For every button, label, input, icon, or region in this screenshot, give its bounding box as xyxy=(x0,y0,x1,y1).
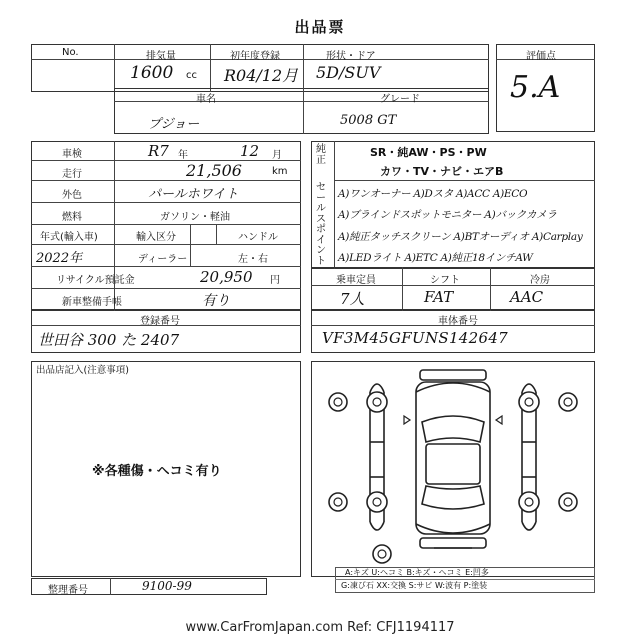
car-rear xyxy=(416,524,490,533)
handle-value: 左・右 xyxy=(238,254,268,265)
ac-value: AAC xyxy=(510,288,544,306)
vehicle-name-label: 車名 xyxy=(196,94,216,105)
grade-label: グレード xyxy=(380,94,420,105)
sales-point-3: A)純正タッチスクリーン A)BTオーディオ A)Carplay xyxy=(338,231,583,243)
inspection-month-unit: 月 xyxy=(272,150,282,161)
vehicle-name-value: プジョー xyxy=(148,117,200,132)
windshield xyxy=(422,416,484,442)
recycle-unit: 円 xyxy=(270,275,280,286)
mileage-label: 走行 xyxy=(62,169,82,180)
tire-spare-3 xyxy=(559,393,577,411)
chassis-value: VF3M45GFUNS142647 xyxy=(322,329,509,347)
fuel-label: 燃料 xyxy=(62,212,82,223)
inspection-year-unit: 年 xyxy=(178,150,188,161)
car-damage-diagram xyxy=(312,362,594,568)
recycle-label: リサイクル預託金 xyxy=(56,275,135,286)
car-front xyxy=(416,383,490,392)
tire-spare-2 xyxy=(329,493,347,511)
displacement-unit: cc xyxy=(186,70,197,81)
score-value: 5.A xyxy=(510,70,561,105)
capacity-label: 乗車定員 xyxy=(336,275,376,286)
sales-point-2: A)ブラインドスポットモニター A)バックカメラ xyxy=(338,209,557,221)
stock-value: 9100-99 xyxy=(142,579,192,593)
rear-bumper xyxy=(420,538,486,548)
sales-point-1: A)ワンオーナー A)Dスタ A)ACC A)ECO xyxy=(338,188,528,200)
plate-label: 登録番号 xyxy=(140,316,180,327)
mileage-value: 21,506 xyxy=(186,161,242,180)
shape-value: 5D/SUV xyxy=(316,63,381,82)
plate-value: 世田谷 300 た 2407 xyxy=(38,331,180,349)
manual-value: 有り xyxy=(202,293,230,309)
wheel-front-left xyxy=(367,392,387,412)
capacity-value: 7人 xyxy=(340,290,365,308)
fuel-value: ガソリン・軽油 xyxy=(160,212,230,223)
features-row-1: SR・純AW・PS・PW xyxy=(370,146,487,159)
recycle-value: 20,950 xyxy=(200,268,253,286)
wheel-rear-right xyxy=(519,492,539,512)
watermark-footer: www.CarFromJapan.com Ref: CFJ1194117 xyxy=(185,620,455,635)
car-body-outline xyxy=(416,382,490,534)
wheel-rear-left xyxy=(367,492,387,512)
year-label: 年式(輸入車) xyxy=(40,232,98,243)
ac-label: 冷房 xyxy=(530,275,550,286)
first-registration-label: 初年度登録 xyxy=(230,51,280,62)
wheel-front-right xyxy=(519,392,539,412)
color-label: 外色 xyxy=(62,190,82,201)
sales-point-4: A)LEDライト A)ETC A)純正18インチAW xyxy=(338,252,533,264)
legend-row-2: G:凍び石 XX:交換 S:サビ W:波有 P:塗装 xyxy=(341,581,488,590)
page-title: 出品票 xyxy=(294,18,346,36)
shift-value: FAT xyxy=(424,288,454,306)
notes-text: ※各種傷・ヘコミ有り xyxy=(92,464,222,479)
score-label: 評価点 xyxy=(526,51,556,62)
mirrors xyxy=(404,416,502,424)
color-value: パールホワイト xyxy=(148,187,239,202)
displacement-label: 排気量 xyxy=(146,51,176,62)
displacement-value: 1600 xyxy=(130,63,174,83)
manual-label: 新車整備手帳 xyxy=(62,297,122,308)
rear-glass xyxy=(422,486,484,509)
first-registration-value: R04/12月 xyxy=(224,66,299,85)
mileage-unit: km xyxy=(272,166,288,177)
stock-label: 整理番号 xyxy=(48,585,88,596)
notes-label: 出品店記入(注意事項) xyxy=(36,365,129,376)
legend-row-1: A:キズ U:ヘコミ B:キズ・ヘコミ E:凹多 xyxy=(345,568,489,577)
tire-spare-4 xyxy=(559,493,577,511)
inspection-month: 12 xyxy=(240,142,260,160)
grade-value: 5008 GT xyxy=(340,113,397,128)
handle-label: ハンドル xyxy=(238,232,278,243)
tire-spare-1 xyxy=(329,393,347,411)
no-label: No. xyxy=(62,47,79,58)
car-roof xyxy=(426,444,480,484)
genuine-side-label: 純正 xyxy=(316,144,326,166)
chassis-label: 車体番号 xyxy=(438,316,478,327)
spare-tire xyxy=(373,545,391,563)
front-bumper xyxy=(420,370,486,380)
shape-label: 形状・ドア xyxy=(326,51,376,62)
inspection-label: 車検 xyxy=(62,149,82,160)
inspection-year: R7 xyxy=(148,142,169,160)
import-value: ディーラー xyxy=(138,254,188,265)
year-value: 2022年 xyxy=(36,251,83,266)
shift-label: シフト xyxy=(430,275,460,286)
import-label: 輸入区分 xyxy=(136,232,176,243)
features-row-2: カワ・TV・ナビ・エアB xyxy=(380,165,504,178)
sales-point-side-label: セールスポイント xyxy=(316,182,326,267)
